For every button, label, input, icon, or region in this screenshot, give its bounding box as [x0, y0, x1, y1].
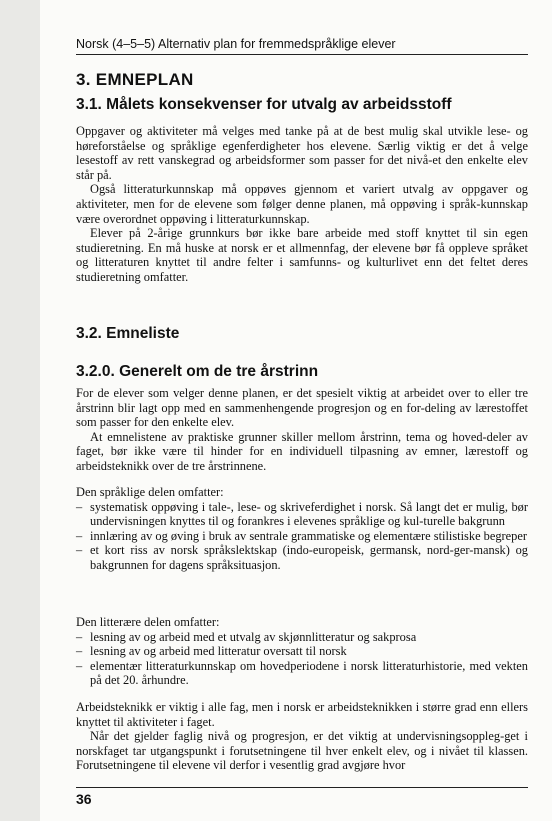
literary-list [76, 630, 528, 688]
section-3-1-body [76, 124, 528, 285]
literary-part [76, 615, 528, 688]
list-item-text: lesning av og arbeid med et utvalg av skjønnlitteratur og sakprosa [90, 629, 417, 644]
section-3-2-0-body [76, 386, 528, 474]
paragraph: Også litteraturkunnskap må oppøves gjennom et variert utvalg av oppgaver og aktiviteter, men for de elevene som følger denne planen, må oppøving i språk-kunnskap være overordnet oppøving i litteraturkunnskap. [76, 182, 528, 226]
paragraph: For de elever som velger denne planen, er det spesielt viktig at arbeidet over to eller tre årstrinn blir lagt opp med en sammenhengende progresjon og en for-deling av lærestoffet som passer for den enkelte elev. [76, 386, 528, 430]
section-heading-3-1: 3.1. Målets konsekvenser for utvalg av arbeidsstoff [76, 96, 452, 113]
list-item [76, 500, 528, 529]
paragraph: Elever på 2-årige grunnkurs bør ikke bare arbeide med stoff knyttet til sin egen studieretning. En må huske at norsk er et allmennfag, der elevene bør få oppleve språket og litteraturen knyttet til andre felter i samfunns- og kulturlivet enn det feltet deres studieretning omfatter. [76, 226, 528, 284]
list-item-text: systematisk oppøving i tale-, lese- og skriveferdighet i norsk. Så langt det er mulig, bør undervisningen knyttes til og forankres i elevenes språklige og kul-turelle bakgrunn [90, 499, 528, 529]
dash-bullet: – [76, 543, 83, 558]
page-number: 36 [76, 791, 92, 807]
paragraph: Arbeidsteknikk er viktig i alle fag, men i norsk er arbeidsteknikken i større grad enn ellers knyttet til aktiviteter i faget. [76, 700, 528, 729]
dash-bullet: – [76, 528, 83, 543]
footer-rule [76, 787, 528, 788]
list-item [76, 630, 528, 645]
list-item [76, 529, 528, 544]
document-page [40, 0, 552, 821]
list-item [76, 543, 528, 572]
paragraph: Når det gjelder faglig nivå og progresjon, er det viktig at undervisningsoppleg-get i norskfaget tar utgangspunkt i forutsetningene til hver enkelt elev, og i nivået til klassen. Forutsetningene til elevene vil derfor i vesentlig grad avgjøre hvor [76, 729, 528, 773]
paragraph: Oppgaver og aktiviteter må velges med tanke på at de best mulig skal utvikle lese- og høreforståelse og språklige egenferdigheter hos elevene. Særlig viktig er det å velge lesestoff av rett vanskegrad og arbeidsformer som passer for det nivå-et den enkelte elev står på. [76, 124, 528, 182]
list-item-text: et kort riss av norsk språkslektskap (indo-europeisk, germansk, nord-ger-mansk) og bakgrunnen for dagens språksituasjon. [90, 543, 528, 572]
language-part [76, 485, 528, 573]
list-item [76, 644, 528, 659]
dash-bullet: – [76, 629, 83, 644]
list-item [76, 659, 528, 688]
section-heading-3-2: 3.2. Emneliste [76, 325, 180, 342]
list-label: Den litterære delen omfatter: [76, 615, 220, 629]
section-heading-3-2-0: 3.2.0. Generelt om de tre årstrinn [76, 363, 319, 380]
paragraph: At emnelistene av praktiske grunner skiller mellom årstrinn, tema og hoved-deler av faget, bør ikke være til hinder for en individuell tilpasning av emner, lærestoff og arbeidsteknikk over de tre årstrinnene. [76, 429, 528, 473]
chapter-title: 3. EMNEPLAN [76, 70, 194, 89]
dash-bullet: – [76, 499, 83, 514]
dash-bullet: – [76, 658, 83, 673]
list-item-text: elementær litteraturkunnskap om hovedperiodene i norsk litteraturhistorie, med vekten på det 20. århundre. [90, 658, 528, 688]
closing-body [76, 700, 528, 773]
list-label: Den språklige delen omfatter: [76, 485, 224, 499]
list-item-text: lesning av og arbeid med litteratur oversatt til norsk [90, 644, 347, 659]
language-list [76, 500, 528, 573]
header-rule [76, 54, 528, 55]
list-item-text: innlæring av og øving i bruk av sentrale grammatiske og elementære stilistiske begreper [90, 528, 528, 543]
dash-bullet: – [76, 644, 83, 659]
running-head: Norsk (4–5–5) Alternativ plan for fremmedspråklige elever [76, 37, 396, 51]
